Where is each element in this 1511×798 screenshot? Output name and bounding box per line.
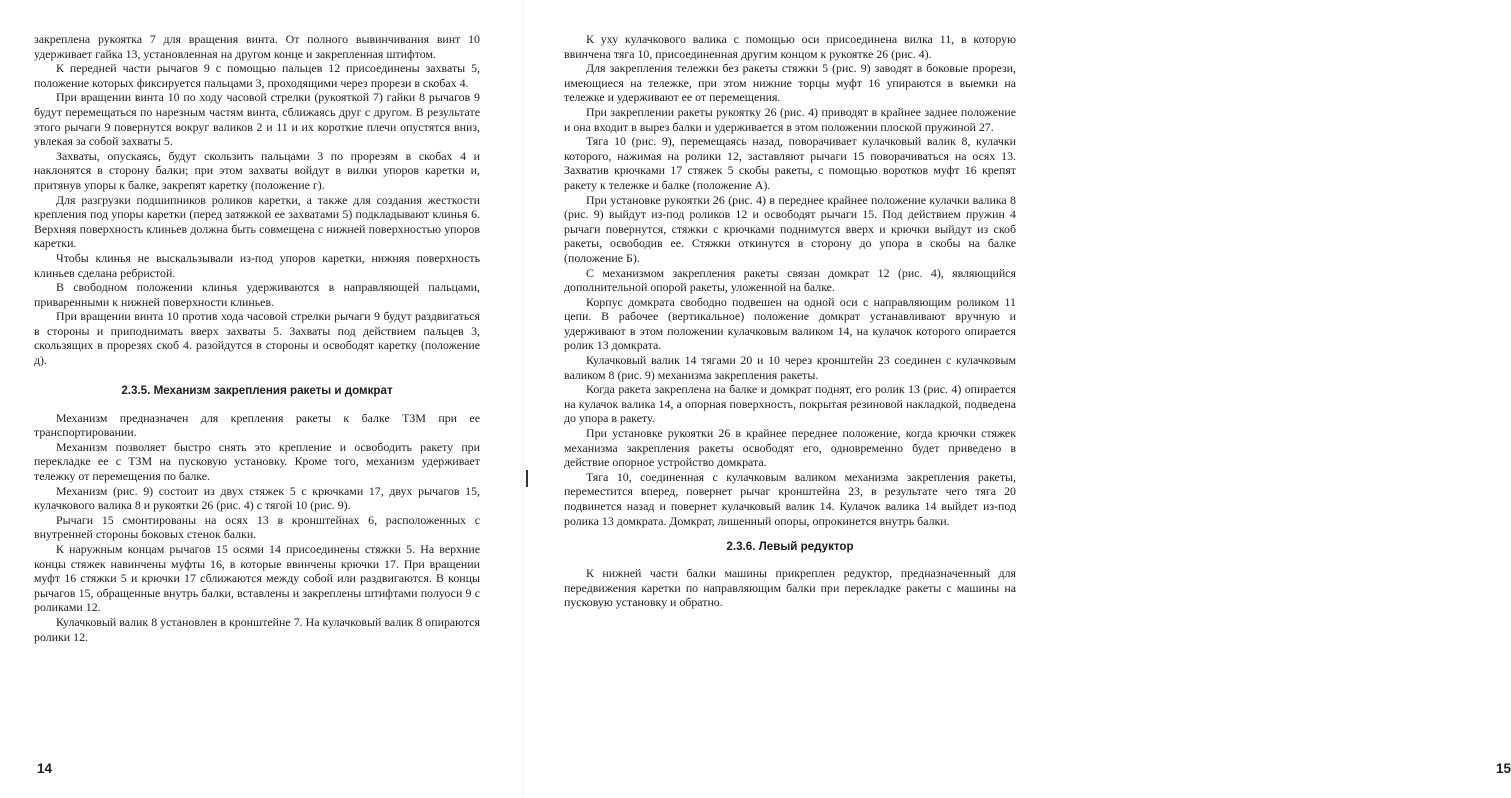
left-page: [0, 0, 520, 798]
paragraph: Механизм предназначен для крепления ракеты к балке ТЗМ при ее транспортировании.: [34, 410, 480, 440]
paragraph: Кулачковый валик 14 тягами 20 и 10 через кронштейн 23 соединен с кулачковым валиком 8 (рис. 9) механизма закрепления ракеты.: [564, 353, 1016, 382]
paragraph: Для закрепления тележки без ракеты стяжки 5 (рис. 9) заводят в боковые прорези, имеющиеся на тележке, при этом нижние торцы муфт 16 упираются в выемки на тележке и удерживают ее от перемещения.: [564, 61, 1016, 105]
paragraph: Механизм (рис. 9) состоит из двух стяжек 5 с крючками 17, двух рычагов 15, кулачкового валика 8 и рукоятки 26 (рис. 4) с тягой 10 (рис. 9).: [34, 483, 480, 513]
right-text-column: [564, 32, 1016, 610]
paragraph: К наружным концам рычагов 15 осями 14 присоединены стяжки 5. На верхние концы стяжек навинчены муфты 16, в которые ввинчены крючки 17. При вращении муфт 16 стяжки 5 и крючки 17 сближаются между собой или раздвигаются. В концы рычагов 15, обращенные внутрь балки, вставлены и закреплены штифтами полуоси 9 с роликами 12.: [34, 542, 480, 615]
page-number: 15: [1496, 761, 1511, 776]
section-heading: 2.3.5. Механизм закрепления ракеты и домкрат: [121, 383, 393, 397]
paragraph: Кулачковый валик 8 установлен в кронштейне 7. На кулачковый валик 8 опираются ролики 12.: [34, 614, 480, 644]
paragraph: С механизмом закрепления ракеты связан домкрат 12 (рис. 4), являющийся дополнительной опорой ракеты, уложенной на балке.: [564, 265, 1016, 295]
paragraph: закреплена рукоятка 7 для вращения винта. От полного вывинчивания винт 10 удерживает гайка 13, установленная на другом конце и закрепленная штифтом.: [34, 32, 480, 61]
paragraph: Когда ракета закреплена на балке и домкрат поднят, его ролик 13 (рис. 4) опирается на кулачок валика 14, а опорная поверхность, покрытая резиновой накладкой, подведена до упора в ракету.: [564, 382, 1016, 426]
right-page: [524, 0, 1511, 798]
paragraph: Механизм позволяет быстро снять это крепление и освободить ракету при перекладке ее с ТЗМ на пусковую установку. Кроме того, механизм удерживает тележку от перемещения по балке.: [34, 439, 480, 484]
paragraph: При закреплении ракеты рукоятку 26 (рис. 4) приводят в крайнее заднее положение и она входит в вырез балки и удерживается в этом положении плоской пружиной 27.: [564, 104, 1016, 134]
paragraph: Захваты, опускаясь, будут скользить пальцами 3 по прорезям в скобах 4 и наклонятся в сторону балки; при этом захваты войдут в вилки упоров каретки и, притянув упоры к балке, закрепят каретку (положение г).: [34, 148, 480, 192]
paragraph: При вращении винта 10 против хода часовой стрелки рычаги 9 будут раздвигаться в стороны и приподнимать вверх захваты 5. Захваты под действием пальцев 3, скользящих в прорезях скоб 4. разойдутся в стороны и освободят каретку (положение д).: [34, 309, 480, 368]
paragraph: Рычаги 15 смонтированы на осях 13 в кронштейнах 6, расположенных с внутренней стороны боковых стенок балки.: [34, 512, 480, 542]
section-heading: 2.3.6. Левый редуктор: [726, 540, 854, 554]
paragraph: Для разгрузки подшипников роликов каретки, а также для создания жесткости крепления под упоры каретки (перед затяжкой ее захватами 5) подкладывают клинья 6. Верхняя поверхность клиньев должна быть совмещена с нижней поверхностью упоров каретки.: [34, 192, 480, 251]
paragraph: Чтобы клинья не выскальзывали из-под упоров каретки, нижняя поверхность клиньев сделана ребристой.: [34, 250, 480, 280]
paragraph: Тяга 10 (рис. 9), перемещаясь назад, поворачивает кулачковый валик 8, кулачки которого, нажимая на ролики 12, заставляют рычаги 15 поворачиваться на осях 13. Захватив крючками 17 стяжек 5 скобы ракеты, с помощью воротков муфт 16 крепят ракету к тележке и балке (положение А).: [564, 134, 1016, 192]
page-gutter: [522, 0, 523, 798]
page-number: 14: [37, 761, 53, 776]
paragraph: К уху кулачкового валика с помощью оси присоединена вилка 11, в которую ввинчена тяга 10, присоединенная другим концом к рукоятке 26 (рис. 4).: [564, 32, 1016, 61]
paragraph: При установке рукоятки 26 в крайнее переднее положение, когда крючки стяжек механизма закрепления ракеты освободят его, одновременно будет приведено в действие опорное устройство домкрата.: [564, 426, 1016, 470]
paragraph: К нижней части балки машины прикреплен редуктор, предназначенный для передвижения каретки по направляющим балки при перекладке ракеты с машины на пусковую установку и обратно.: [564, 566, 1016, 610]
paragraph: При вращении винта 10 по ходу часовой стрелки (рукояткой 7) гайки 8 рычагов 9 будут перемещаться по нарезным частям винта, сближаясь друг с другом. В результате этого рычаги 9 повернутся вокруг валиков 2 и 11 и их короткие плечи опустятся вниз, увлекая за собой захваты 5.: [34, 90, 480, 149]
left-text-column: [34, 32, 480, 644]
paragraph: Тяга 10, соединенная с кулачковым валиком механизма закрепления ракеты, переместится вперед, повернет рычаг кронштейна 23, в результате чего тяга 20 подвинется назад и повернет кулачковый валик 14. Кулачок валика 14 выйдет из-под ролика 13 домкрата. Домкрат, лишенный опоры, опрокинется внутрь балки.: [564, 469, 1016, 528]
paragraph: При установке рукоятки 26 (рис. 4) в переднее крайнее положение кулачки валика 8 (рис. 9) выйдут из-под роликов 12 и освободят рычаги 15. Под действием пружин 4 рычаги повернутся, стяжки с крючками поднимутся вверх и крючки выйдут из скоб ракеты, освободив ее. Стяжки откинутся в сторону до упора в скобы на балке (положение Б).: [564, 192, 1016, 265]
paragraph: Корпус домкрата свободно подвешен на одной оси с направляющим роликом 11 цепи. В рабочее (вертикальное) положение домкрат устанавливают вручную и удерживают в этом положении кулачковым валиком 14, на кулачок которого опирается ролик 13 домкрата.: [564, 294, 1016, 353]
paragraph: К передней части рычагов 9 с помощью пальцев 12 присоединены захваты 5, положение которых фиксируется пальцами 3, проходящими через прорези в скобах 4.: [34, 61, 480, 90]
paragraph: В свободном положении клинья удерживаются в направляющей пальцами, приваренными к нижней поверхности клиньев.: [34, 280, 480, 309]
